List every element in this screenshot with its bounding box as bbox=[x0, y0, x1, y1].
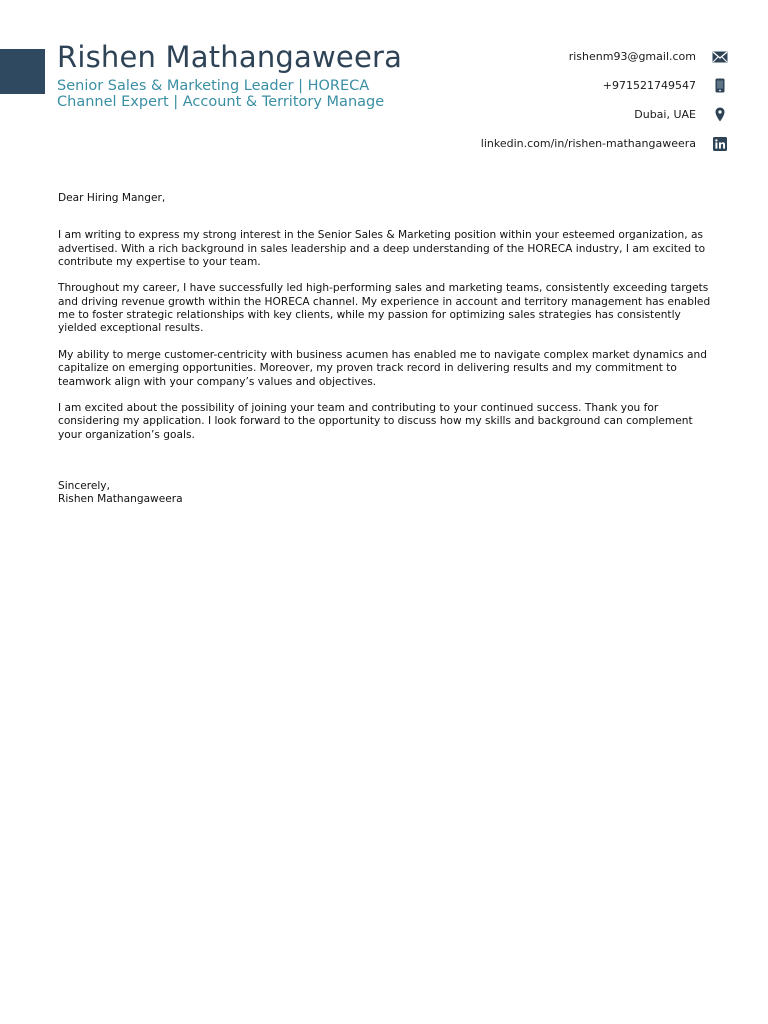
envelope-icon bbox=[712, 49, 728, 65]
applicant-name: Rishen Mathangaweera bbox=[57, 40, 403, 74]
letter-closing: Sincerely, bbox=[58, 480, 110, 492]
letter-body bbox=[58, 192, 714, 455]
contact-email-row[interactable] bbox=[388, 42, 708, 71]
map-pin-icon bbox=[712, 107, 728, 123]
applicant-subtitle: Senior Sales & Marketing Leader | HORECA Channel Expert | Account & Territory Manage bbox=[57, 78, 385, 110]
letter-paragraph: My ability to merge customer-centricity with business acumen has enabled me to navigate complex market dynamics and capitalize on emerging opportunities. Moreover, my proven track record in delivering results and my commitment to teamwork align with your company’s values and objectives. bbox=[58, 348, 707, 388]
contact-linkedin[interactable]: linkedin.com/in/rishen-mathangaweera bbox=[480, 137, 696, 150]
contact-phone[interactable]: +971521749547 bbox=[602, 79, 696, 92]
letter-paragraph: I am excited about the possibility of joining your team and contributing to your continued success. Thank you for considering my application. I look forward to the opportunity to discuss how my skills and background can complement your organization’s goals. bbox=[58, 402, 693, 441]
linkedin-icon bbox=[712, 136, 728, 152]
contact-location: Dubai, UAE bbox=[634, 108, 696, 121]
letter-greeting: Dear Hiring Manger, bbox=[58, 192, 166, 204]
contact-location-row bbox=[388, 100, 708, 129]
header-accent-block bbox=[0, 49, 45, 94]
letter-paragraph: Throughout my career, I have successfully led high-performing sales and marketing teams, consistently exceeding targets and driving revenue growth within the HORECA channel. My experience in account and territory management has enabled me to foster strategic relationships with key clients, while my passion for optimizing sales strategies has consistently yielded exceptional results. bbox=[58, 282, 711, 335]
letter-signature: Rishen Mathangaweera bbox=[58, 493, 183, 506]
contact-info bbox=[388, 42, 708, 158]
contact-phone-row[interactable] bbox=[388, 71, 708, 100]
letter-paragraph: I am writing to express my strong interest in the Senior Sales & Marketing position within your esteemed organization, as advertised. With a rich background in sales leadership and a deep understanding of the HORECA industry, I am excited to contribute my expertise to your team. bbox=[58, 229, 706, 268]
letter-closing-block bbox=[58, 480, 183, 507]
phone-icon bbox=[712, 78, 728, 94]
contact-email[interactable]: rishenm93@gmail.com bbox=[568, 50, 696, 63]
contact-linkedin-row[interactable] bbox=[388, 129, 708, 158]
